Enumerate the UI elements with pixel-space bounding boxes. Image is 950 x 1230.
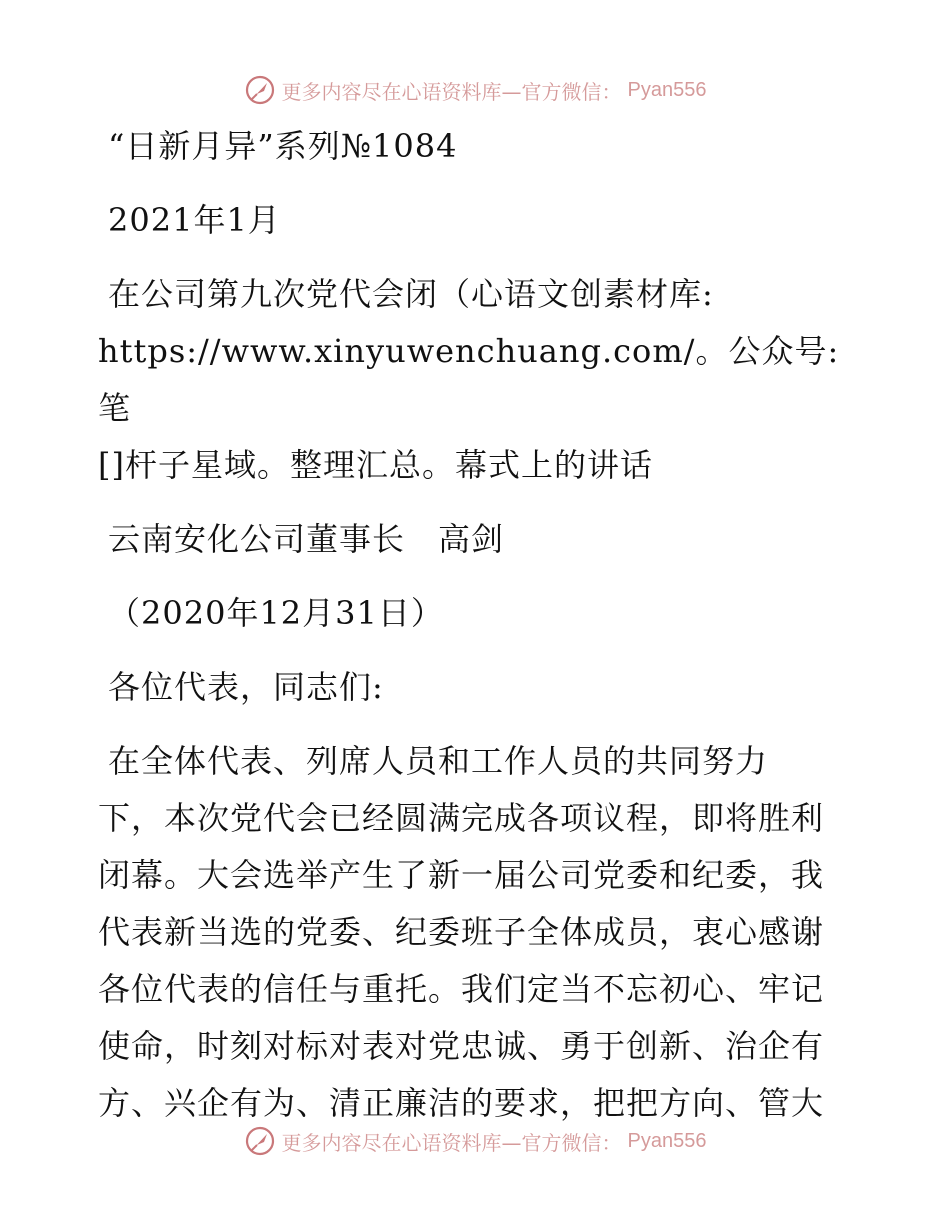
body-line-5: 各位代表的信任与重托。我们定当不忘初心、牢记 (98, 970, 825, 1008)
date-line: 2021年1月 (108, 201, 281, 239)
series-line: “日新月异”系列№1084 (108, 127, 458, 165)
watermark-text: 更多内容尽在心语资料库—官方微信： (281, 1130, 622, 1155)
title-line-2: https://www.xinyuwenchuang.com/。公众号: 笔 (98, 332, 840, 427)
watermark-wechat-id: Pyan556 (627, 78, 707, 101)
salutation-line: 各位代表，同志们: (108, 668, 384, 706)
body-line-2: 下，本次党代会已经圆满完成各项议程，即将胜利 (98, 799, 825, 837)
watermark-text: 更多内容尽在心语资料库—官方微信： (281, 79, 622, 104)
document-body (98, 118, 850, 1132)
body-line-7: 方、兴企有为、清正廉洁的要求，把把方向、管大 (98, 1084, 825, 1122)
feather-pen-logo-icon (244, 74, 276, 106)
body-line-4: 代表新当选的党委、纪委班子全体成员，衷心感谢 (98, 913, 825, 951)
speaker-line: 云南安化公司董事长 高剑 (108, 520, 505, 558)
speech-date-line: （2020年12月31日） (108, 594, 444, 632)
title-line-1: 在公司第九次党代会闭（心语文创素材库: (108, 275, 714, 313)
feather-pen-logo-icon (244, 1125, 276, 1157)
title-line-3: []杆子星域。整理汇总。幕式上的讲话 (98, 446, 653, 484)
watermark-footer (0, 1121, 950, 1161)
body-line-1: 在全体代表、列席人员和工作人员的共同努力 (108, 742, 769, 780)
body-line-6: 使命，时刻对标对表对党忠诚、勇于创新、治企有 (98, 1027, 825, 1065)
watermark-header (0, 70, 950, 110)
body-line-3: 闭幕。大会选举产生了新一届公司党委和纪委，我 (98, 856, 825, 894)
watermark-wechat-id: Pyan556 (627, 1129, 707, 1152)
